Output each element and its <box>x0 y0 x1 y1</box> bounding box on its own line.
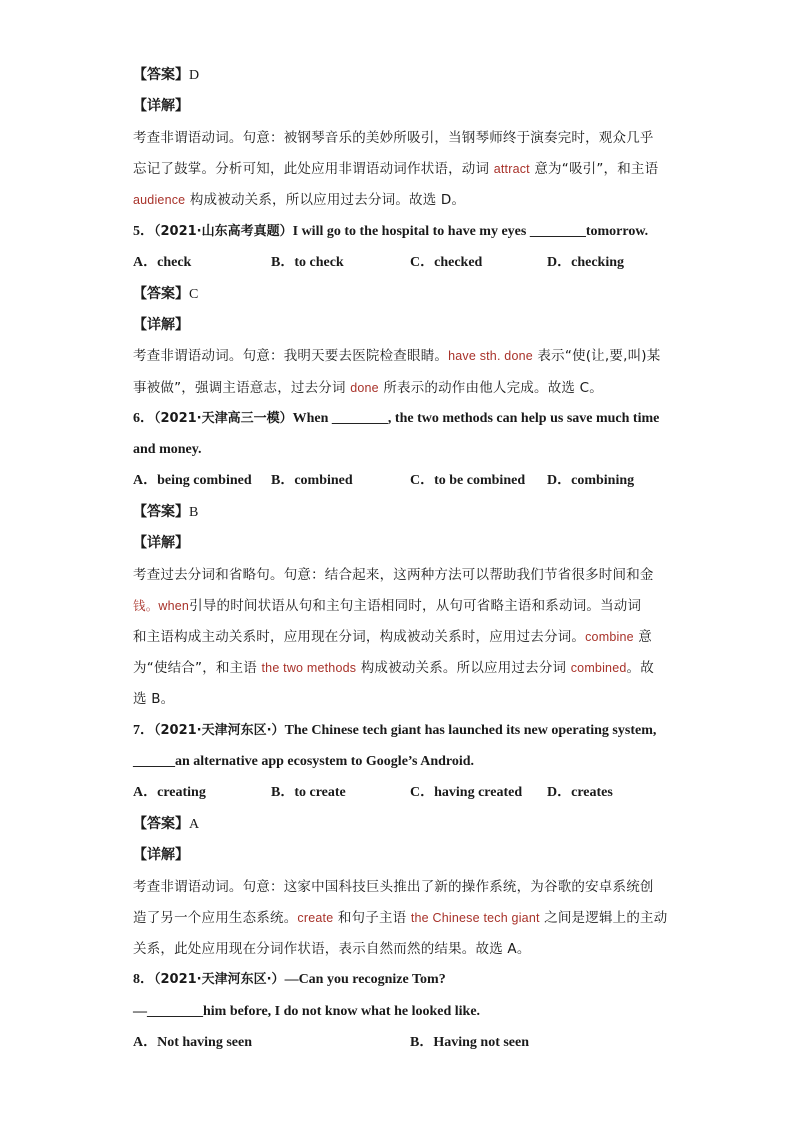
q7-option-c: C．having created <box>410 785 523 800</box>
question-6-stem-line-1: 6．（2021·天津高三一模）When ________, the two methods can help us save much time <box>133 411 660 426</box>
explanation-6-line-3: 和主语构成主动关系时，应用现在分词，构成被动关系时，应用过去分词。combine 意 <box>133 629 652 645</box>
q6-option-b: B．combined <box>271 473 353 488</box>
explanation-4-line-1: 考查非谓语动词。句意：被钢琴音乐的美妙所吸引，当钢琴师终于演奏完时，观众几乎 <box>133 130 654 146</box>
answer-5: 【答案】C <box>133 286 199 302</box>
q6-option-c: C．to be combined <box>410 473 526 488</box>
q6-option-a: A．being combined <box>133 473 252 488</box>
question-7-stem-line-1: 7．（2021·天津河东区·）The Chinese tech giant has launched its new operating system, <box>133 723 657 738</box>
answer-4 <box>133 65 199 86</box>
detail-label-5: 【详解】 <box>133 317 189 333</box>
explanation-6-line-5: 选 B。 <box>133 691 175 707</box>
term: attract <box>493 162 530 176</box>
q8-option-b: B．Having not seen <box>410 1035 530 1050</box>
detail-label-4: 【详解】 <box>133 98 189 114</box>
q7-option-b: B．to create <box>271 785 346 800</box>
q8-option-a: A．Not having seen <box>133 1035 253 1050</box>
explanation-5-line-1: 考查非谓语动词。句意：我明天要去医院检查眼睛。have sth. done 表示“使(让,要,叫)某 <box>133 348 661 364</box>
question-8-stem-line-1: 8．（2021·天津河东区·）—Can you recognize Tom? <box>133 972 446 987</box>
q5-option-c: C．checked <box>410 255 483 270</box>
explanation-7-line-2: 造了另一个应用生态系统。create 和句子主语 the Chinese tech giant 之间是逻辑上的主动 <box>133 910 668 926</box>
question-7-stem-line-2: ______an alternative app ecosystem to Google’s Android. <box>133 754 475 769</box>
question-8-stem-line-2: —________him before, I do not know what he looked like. <box>133 1004 481 1019</box>
q5-option-b: B．to check <box>271 255 344 270</box>
answer-7: 【答案】A <box>133 816 200 832</box>
detail-label-7: 【详解】 <box>133 847 189 863</box>
q7-option-a: A．creating <box>133 785 206 800</box>
question-6-stem-line-2: and money. <box>133 442 202 457</box>
detail-label-6: 【详解】 <box>133 535 189 551</box>
term: audience <box>133 193 186 207</box>
q6-option-d: D．combining <box>547 473 635 488</box>
answer-label: 【答案】 <box>133 67 189 83</box>
explanation-7-line-3: 关系，此处应用现在分词作状语，表示自然而然的结果。故选 A。 <box>133 941 531 957</box>
explanation-7-line-1: 考查非谓语动词。句意：这家中国科技巨头推出了新的操作系统，为谷歌的安卓系统创 <box>133 879 654 895</box>
answer-6: 【答案】B <box>133 504 199 520</box>
explanation-4-line-3: audience 构成被动关系，所以应用过去分词。故选 D。 <box>133 192 466 208</box>
question-5-stem: 5．（2021·山东高考真题）I will go to the hospital to have my eyes ________tomorrow. <box>133 224 649 239</box>
explanation-6-line-4: 为“使结合”，和主语 the two methods 构成被动关系。所以应用过去分词 combined。故 <box>133 660 654 676</box>
q5-option-a: A．check <box>133 255 192 270</box>
q5-option-d: D．checking <box>547 255 624 270</box>
q7-option-d: D．creates <box>547 785 613 800</box>
explanation-6-line-2: 钱。when引导的时间状语从句和主句主语相同时，从句可省略主语和系动词。当动词 <box>133 598 642 614</box>
answer-value: D <box>189 68 200 83</box>
explanation-4-line-2: 忘记了鼓掌。分析可知，此处应用非谓语动词作状语，动词 attract 意为“吸引”，和主语 <box>133 161 659 177</box>
explanation-6-line-1: 考查过去分词和省略句。句意：结合起来，这两种方法可以帮助我们节省很多时间和金 <box>133 567 654 583</box>
explanation-5-line-2: 事被做”，强调主语意志，过去分词 done 所表示的动作由他人完成。故选 C。 <box>133 380 603 396</box>
